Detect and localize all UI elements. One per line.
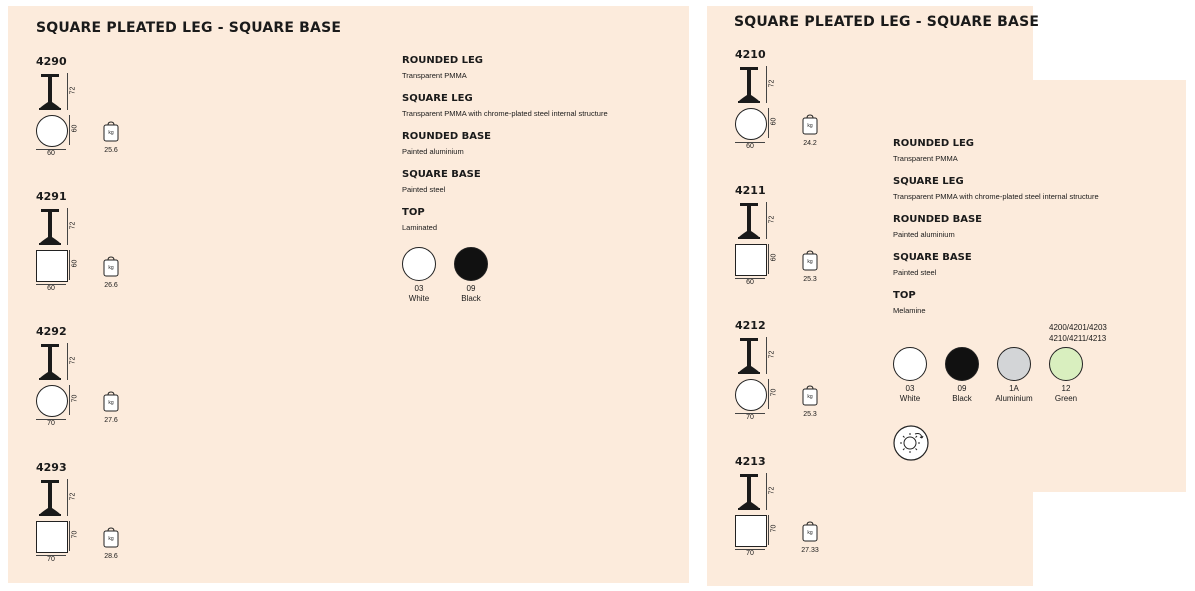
table-leg-icon <box>735 337 763 375</box>
weight-unit-label: kg <box>108 130 114 136</box>
table-leg-icon <box>735 66 763 104</box>
product-code: 4213 <box>735 455 766 468</box>
product-code: 4293 <box>36 461 67 474</box>
swatch-name: Aluminium <box>995 394 1033 403</box>
swatch-black <box>945 347 979 381</box>
weight-unit-label: kg <box>807 123 813 129</box>
left-panel <box>8 6 689 583</box>
height-dim: 72 <box>768 350 776 359</box>
outdoor-sun-resistant-icon <box>893 425 929 461</box>
table-leg-icon <box>36 73 64 111</box>
swatch-name: Black <box>461 294 481 303</box>
spec-heading: ROUNDED BASE <box>893 214 982 225</box>
depth-dim-line <box>768 244 769 274</box>
swatch-code: 1A <box>1009 384 1019 393</box>
spec-sub: Melamine <box>893 306 926 315</box>
spec-heading: SQUARE LEG <box>893 176 964 187</box>
weight-unit-label: kg <box>807 394 813 400</box>
table-leg-icon <box>36 208 64 246</box>
spec-heading: SQUARE BASE <box>893 252 972 263</box>
spec-heading: SQUARE LEG <box>402 93 473 104</box>
square-top-icon <box>36 521 68 553</box>
height-dim: 72 <box>69 221 77 230</box>
table-leg-icon <box>735 202 763 240</box>
spec-heading: ROUNDED LEG <box>893 138 975 149</box>
width-dim: 60 <box>47 150 55 157</box>
product-code: 4211 <box>735 184 766 197</box>
weight-value: 27.33 <box>801 547 819 554</box>
swatch-name: Green <box>1054 394 1078 403</box>
width-dim: 70 <box>47 556 55 563</box>
depth-dim: 70 <box>71 394 79 403</box>
spec-sub: Painted steel <box>402 185 446 194</box>
width-dim: 70 <box>47 420 55 427</box>
spec-heading: ROUNDED LEG <box>402 55 484 66</box>
table-leg-icon <box>36 479 64 517</box>
swatch-code: 03 <box>905 384 915 393</box>
height-dim: 72 <box>768 79 776 88</box>
height-dim: 72 <box>69 492 77 501</box>
height-dim-line <box>766 66 767 103</box>
swatch-aluminium <box>997 347 1031 381</box>
weight-value: 26.6 <box>104 282 118 289</box>
spec-sub: Transparent PMMA with chrome-plated steel internal structure <box>402 109 608 118</box>
table-leg-icon <box>36 343 64 381</box>
spec-heading: ROUNDED BASE <box>402 131 491 142</box>
table-leg-icon <box>735 473 763 511</box>
depth-dim: 70 <box>770 524 778 533</box>
round-top-icon <box>735 379 767 411</box>
product-code: 4290 <box>36 55 67 68</box>
product-code: 4210 <box>735 48 766 61</box>
swatch-code: 09 <box>957 384 967 393</box>
product-code: 4291 <box>36 190 67 203</box>
width-dim: 60 <box>746 279 754 286</box>
round-top-icon <box>36 385 68 417</box>
weight-unit-label: kg <box>108 400 114 406</box>
swatch-black <box>454 247 488 281</box>
height-dim: 72 <box>768 486 776 495</box>
round-top-icon <box>36 115 68 147</box>
spec-sub: Painted aluminium <box>893 230 955 239</box>
left-title: SQUARE PLEATED LEG - SQUARE BASE <box>36 20 342 36</box>
weight-unit-label: kg <box>807 530 813 536</box>
depth-dim-line <box>69 250 70 280</box>
spec-sub: Painted steel <box>893 268 937 277</box>
height-dim-line <box>766 337 767 374</box>
depth-dim-line <box>69 521 70 551</box>
spec-sub: Transparent PMMA <box>402 71 467 80</box>
height-dim-line <box>766 473 767 510</box>
square-top-icon <box>36 250 68 282</box>
product-code: 4292 <box>36 325 67 338</box>
spec-sub: Transparent PMMA <box>893 154 958 163</box>
depth-dim-line <box>768 379 769 409</box>
green-note-line1: 4200/4201/4203 <box>1049 323 1107 332</box>
square-top-icon <box>735 244 767 276</box>
product-code: 4212 <box>735 319 766 332</box>
swatch-green <box>1049 347 1083 381</box>
swatch-name: White <box>899 394 921 403</box>
depth-dim-line <box>768 108 769 138</box>
spec-heading: TOP <box>402 207 425 218</box>
weight-value: 27.6 <box>104 417 118 424</box>
spec-sub: Transparent PMMA with chrome-plated steel internal structure <box>893 192 1099 201</box>
weight-value: 24.2 <box>803 140 817 147</box>
height-dim-line <box>766 202 767 239</box>
swatch-code: 12 <box>1061 384 1071 393</box>
height-dim-line <box>67 343 68 380</box>
depth-dim-line <box>768 515 769 545</box>
width-dim: 60 <box>746 143 754 150</box>
weight-value: 28.6 <box>104 553 118 560</box>
weight-unit-label: kg <box>108 536 114 542</box>
spec-heading: SQUARE BASE <box>402 169 481 180</box>
spec-sub: Painted aluminium <box>402 147 464 156</box>
swatch-name: Black <box>952 394 972 403</box>
swatch-code: 09 <box>466 284 476 293</box>
weight-unit-label: kg <box>108 265 114 271</box>
weight-value: 25.3 <box>803 411 817 418</box>
green-note-line2: 4210/4211/4213 <box>1049 334 1107 343</box>
swatch-code: 03 <box>414 284 424 293</box>
swatch-name: White <box>408 294 430 303</box>
swatch-white <box>402 247 436 281</box>
width-dim: 70 <box>746 550 754 557</box>
weight-unit-label: kg <box>807 259 813 265</box>
depth-dim-line <box>69 385 70 415</box>
depth-dim: 60 <box>770 253 778 262</box>
right-title: SQUARE PLEATED LEG - SQUARE BASE <box>734 14 1040 30</box>
depth-dim: 70 <box>770 388 778 397</box>
round-top-icon <box>735 108 767 140</box>
weight-value: 25.3 <box>803 276 817 283</box>
depth-dim: 60 <box>770 117 778 126</box>
height-dim: 72 <box>768 215 776 224</box>
depth-dim: 60 <box>71 124 79 133</box>
height-dim-line <box>67 73 68 110</box>
height-dim: 72 <box>69 86 77 95</box>
height-dim-line <box>67 208 68 245</box>
depth-dim: 70 <box>71 530 79 539</box>
square-top-icon <box>735 515 767 547</box>
height-dim: 72 <box>69 356 77 365</box>
width-dim: 70 <box>746 414 754 421</box>
height-dim-line <box>67 479 68 516</box>
depth-dim-line <box>69 115 70 145</box>
weight-value: 25.6 <box>104 147 118 154</box>
width-dim: 60 <box>47 285 55 292</box>
spec-sub: Laminated <box>402 223 438 232</box>
spec-heading: TOP <box>893 290 916 301</box>
depth-dim: 60 <box>71 259 79 268</box>
swatch-white <box>893 347 927 381</box>
